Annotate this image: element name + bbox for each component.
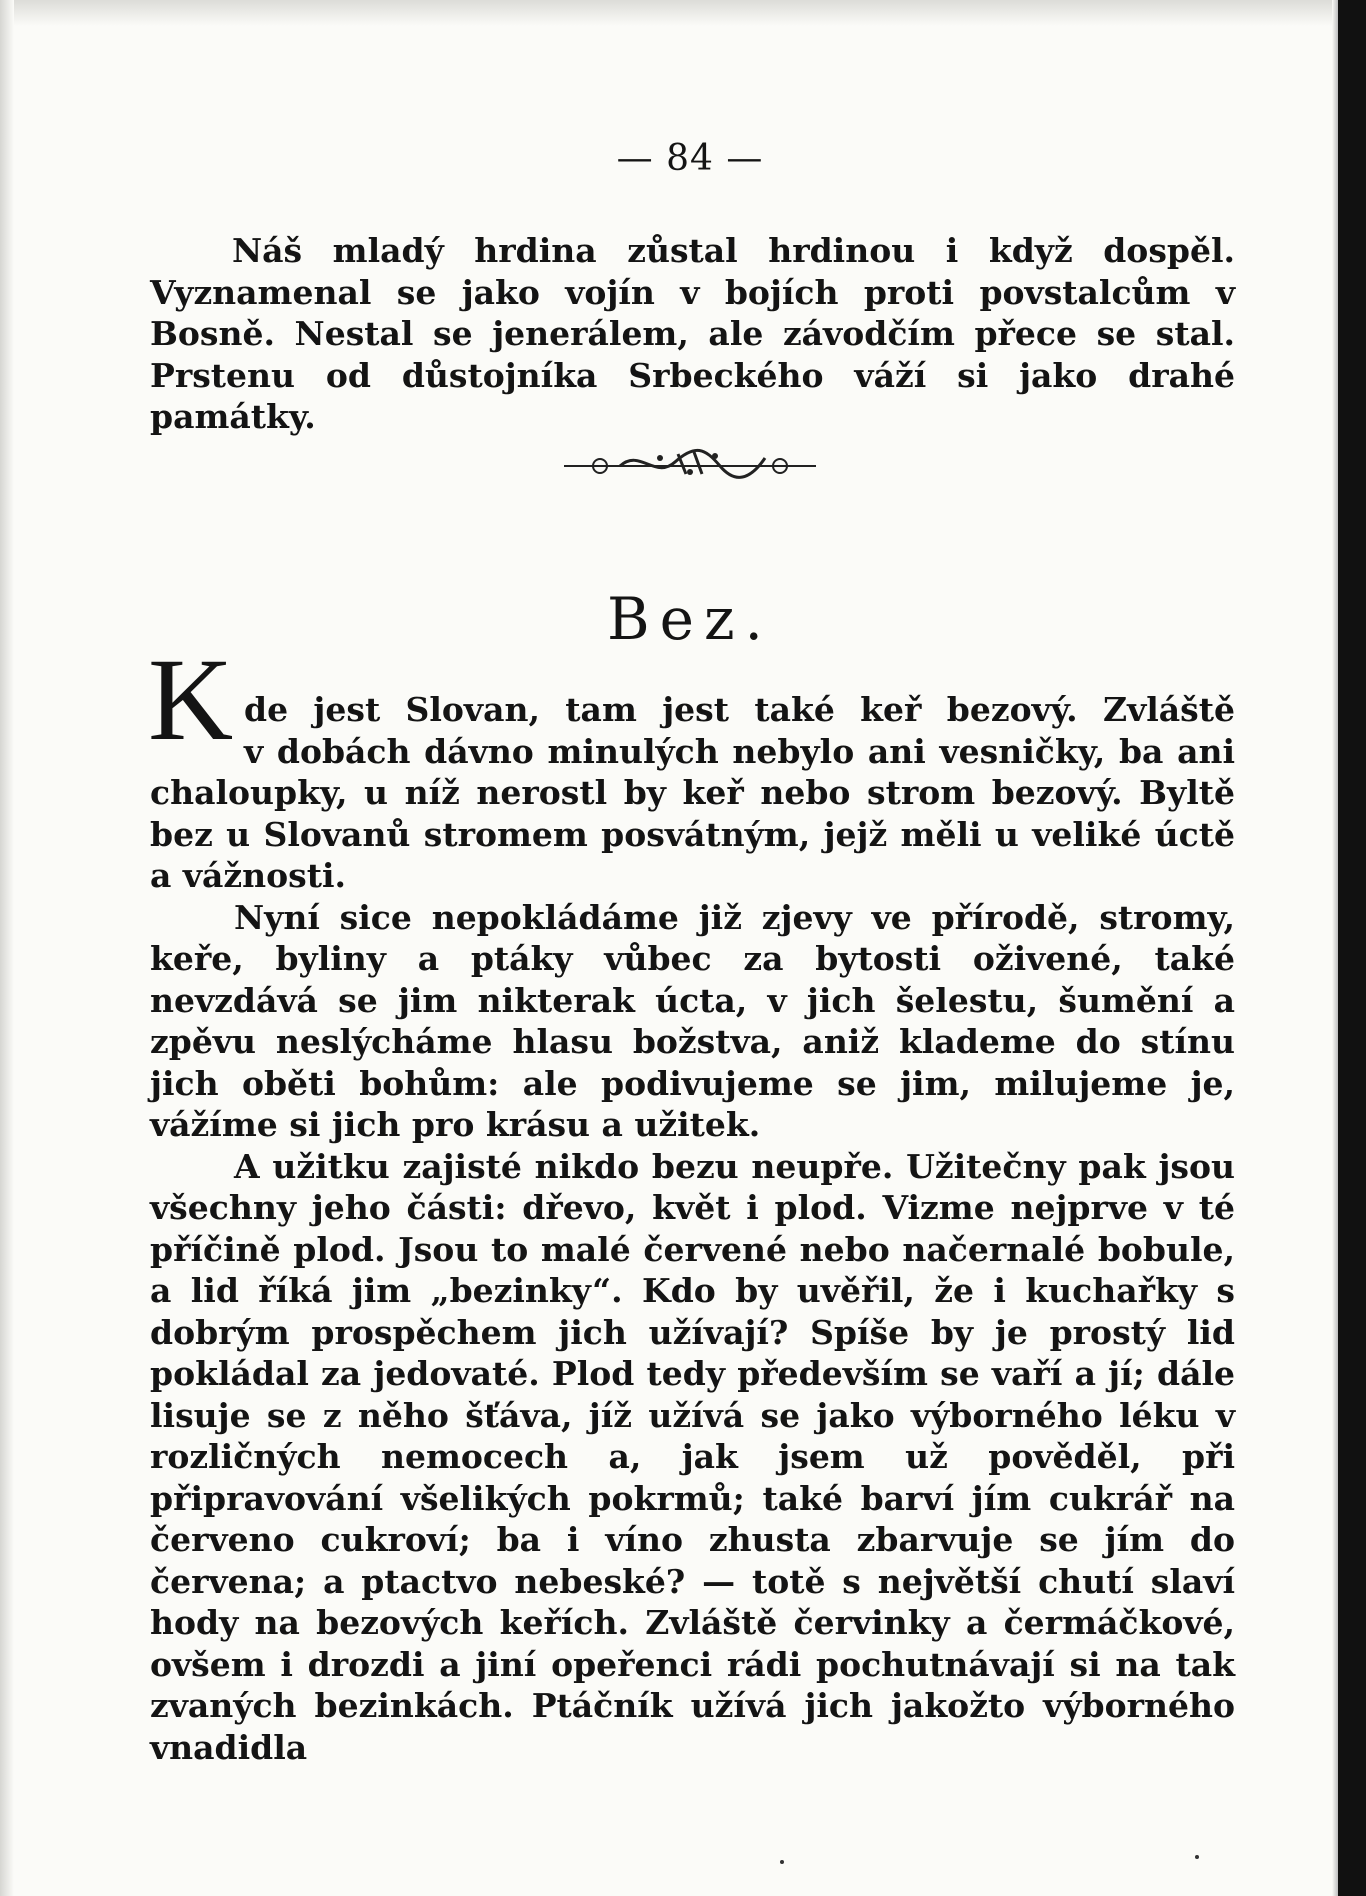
intro-paragraph xyxy=(150,230,1235,438)
page-number: — 84 — xyxy=(616,138,764,179)
third-paragraph: A užitku zajisté nikdo bezu neupře. Užitečny pak jsou všechny jeho části: dřevo, květ i plod. Vizme nejprve v té příčině plod. Jsou to malé červené nebo načernalé bobule, a lid říká jim „bezinky“. Kdo by uvěřil, že i kuchařky s dobrým prospěchem jich užívají? Spíše by je prostý lid pokládal za jedovaté. Plod tedy především se vaří a jí; dále lisuje se z něho šťáva, jíž užívá se jako výborného léku v rozličných nemocech a, jak jsem už pověděl, při připravování všelikých pokrmů; také barví jím cukrář na červeno cukroví; ba i víno zhusta zbarvuje se jím do červena; a ptactvo nebeské? — totě s největší chutí slaví hody na bezových keřích. Zvláště červinky a čermáčkové, ovšem i drozdi a jiní opeřenci rádi pochutnávají si na tak zvaných bezinkách. Ptáčník užívá jich jakožto výborného vnadidla xyxy=(150,1146,1235,1767)
first-paragraph-line-2: v dobách dávno minulých nebylo ani vesničky, ba ani xyxy=(244,731,1235,771)
first-paragraph-rest: chaloupky, u níž nerostl by keř nebo strom bezový. Byltě bez u Slovanů stromem posvátným, jejž měli u veliké úctě a vážnosti. xyxy=(150,773,1235,895)
first-paragraph-line-1: de jest Slovan, tam jest také keř bezový. Zvláště xyxy=(244,690,1235,729)
intro-paragraph-text: Náš mladý hrdina zůstal hrdinou i když dospěl. Vyznamenal se jako vojín v bojích proti povstalcům v Bosně. Nestal se jenerálem, ale závodčím přece se stal. Prstenu od důstojníka Srbeckého váží si jako drahé památky. xyxy=(150,231,1235,436)
page-edge xyxy=(1338,0,1366,1896)
page-left-shade xyxy=(0,0,14,1896)
page-top-shade xyxy=(0,0,1338,26)
chapter-title: Bez. xyxy=(607,585,773,653)
second-paragraph: Nyní sice nepokládáme již zjevy ve přírodě, stromy, keře, byliny a ptáky vůbec za bytosti oživené, také nevzdává se jim nikterak úcta, v jich šelestu, šumění a zpěvu neslýcháme hlasu božstva, aniž klademe do stínu jich oběti bohům: ale podivujeme se jim, milujeme je, vážíme si jich pro krásu a užitek. xyxy=(150,897,1235,1144)
ornament-divider-icon xyxy=(560,444,820,484)
dropcap-letter: K xyxy=(148,634,234,765)
speck-mark xyxy=(1195,1855,1199,1859)
chapter-body xyxy=(150,689,1235,1768)
speck-mark xyxy=(780,1860,784,1864)
